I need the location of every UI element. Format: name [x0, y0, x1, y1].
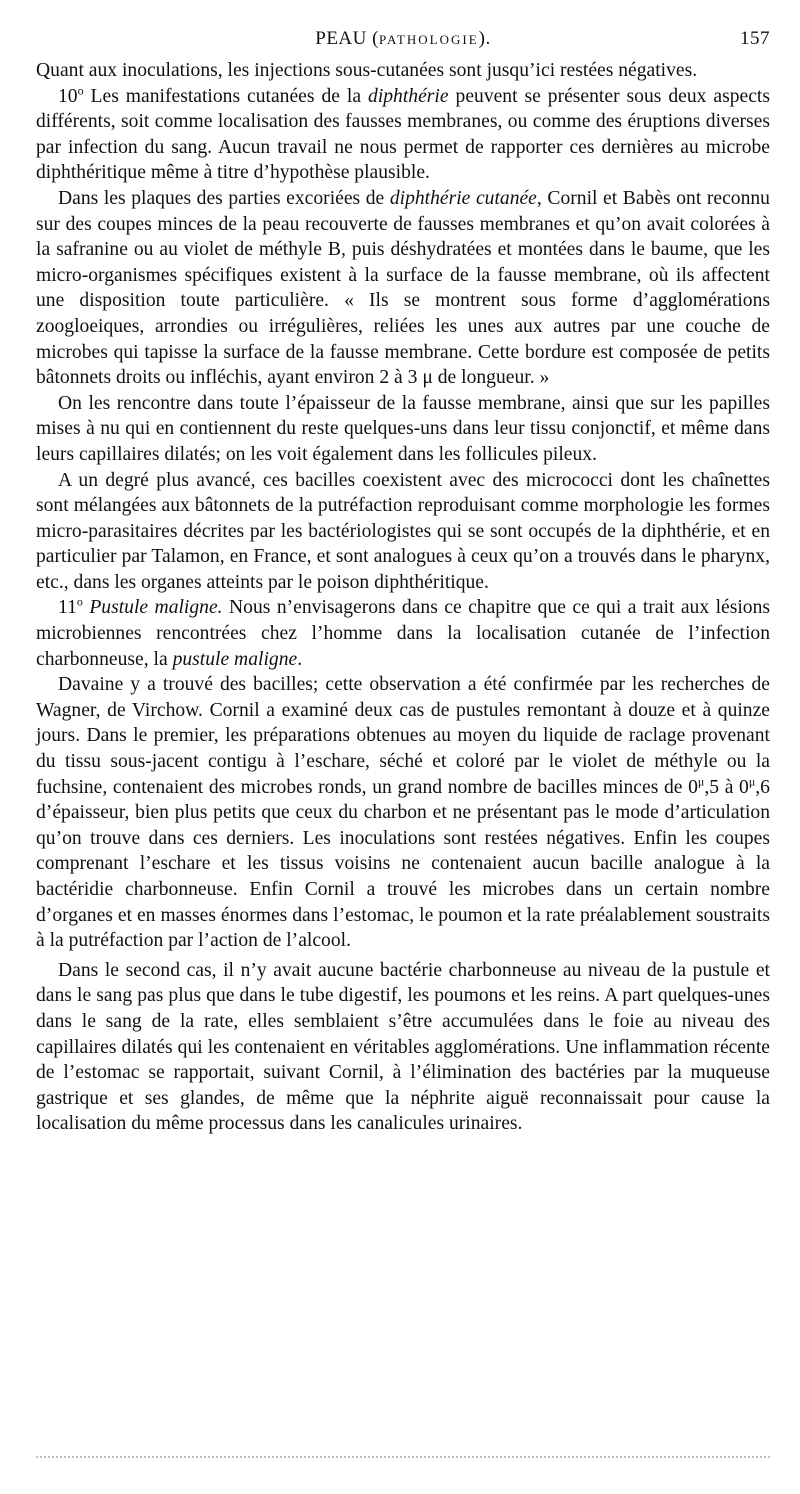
- page-bottom-noise: [36, 1456, 770, 1462]
- paragraph-8: Dans le second cas, il n’y avait aucune bactérie charbonneuse au niveau de la pustule et dans le sang pas plus que dans le tube digestif, les poumons et les reins. A part quelques-unes dans le sang de la rate, elles semblaient s’être accumulées dans le foie au niveau des capillaires dilatés qui les contenaient en véritables agglomérations. Une inflammation récente de l’estomac se rapportait, suivant Cornil, à l’élimination des bactéries par la muqueuse gastrique et ses glandes, de même que la néphrite aiguë reconnaissait pour cause la localisation du même processus dans les canalicules urinaires.: [36, 959, 770, 1135]
- section-number-10: 10: [58, 85, 78, 107]
- body-text: [36, 58, 770, 1137]
- p2-text-a: Les manifestations cutanées de la: [83, 85, 369, 107]
- micron-sup: μ: [697, 774, 705, 789]
- p6-emphasis: pustule maligne: [172, 648, 298, 670]
- paragraph-1: Quant aux inoculations, les injections sous-cutanées sont jusqu’ici restées négatives.: [36, 60, 698, 81]
- running-title: [36, 28, 770, 50]
- title-open: (: [366, 28, 379, 49]
- title-close: ).: [478, 28, 491, 49]
- paragraph-2: [36, 84, 770, 186]
- p7-text-a: Davaine y a trouvé des bacilles; cette observation a été confirmée par les recherches de Wagner, de Virchow. Cornil a examiné deux cas de pustules remontant à douze et à quinze jours. Dans le premier, les préparations obtenues au moyen du liquide de raclage provenant du tissu sous-jacent contigu à l’eschare, séché et coloré par le violet de méthyle ou la fuchsine, contenaient des microbes ronds, un grand nombre de bacilles minces de 0: [36, 674, 770, 798]
- p6-text-a: Nous n’envisagerons dans ce chapitre que ce qui a trait aux lésions microbiennes rencontrées chez l’homme dans la localisation cutanée de l’infection charbonneuse, la: [36, 597, 771, 670]
- p7-text-b: ,5 à 0: [704, 776, 749, 798]
- paragraph-7: [36, 672, 770, 954]
- page-number: 157: [740, 28, 770, 49]
- book-page: [36, 14, 770, 1137]
- title-subject: PATHOLOGIE: [378, 32, 479, 47]
- p3-emphasis: diphthérie cutanée: [389, 187, 537, 209]
- paragraph-5: A un degré plus avancé, ces bacilles coexistent avec des micrococci dont les chaînettes sont mélangées aux bâtonnets de la putréfaction reproduisant comme morphologie les formes micro-parasitaires décrites par les bactériologistes qui se sont occupés de la diphthérie, et en particulier par Talamon, en France, et sont analogues à ceux qu’on a trouvés dans le pharynx, etc., dans les organes atteints par le poison diphthéritique.: [36, 469, 770, 593]
- paragraph-4: On les rencontre dans toute l’épaisseur de la fausse membrane, ainsi que sur les papilles mises à nu qui en contiennent du reste quelques-uns dans leur tissu conjonctif, et même dans leurs capillaires dilatés; on les voit également dans les follicules pileux.: [36, 392, 770, 465]
- section-number-11: 11: [58, 597, 77, 619]
- paragraph-6: [36, 595, 770, 672]
- title-main: PEAU: [315, 28, 367, 49]
- micron-sup: μ: [748, 774, 756, 789]
- ordinal-sup: o: [76, 594, 83, 609]
- p2-text-b: peuvent se présenter sous deux aspects différents, soit comme localisation des fausses membranes, ou comme des éruptions diverses par infection du sang. Aucun travail ne nous permet de rapporter ces dernières au microbe diphthéritique même à titre d’hypothèse plausible.: [36, 85, 770, 184]
- p7-text-c: ,6 d’épaisseur, bien plus petits que ceux du charbon et ne présentant pas le mode d’articulation qu’on trouve dans ces derniers. Les inoculations sont restées négatives. Enfin les coupes comprenant l’eschare et les tissus voisins ne contenaient aucun bacille analogue à la bactéridie charbonneuse. Enfin Cornil a trouvé les microbes dans un certain nombre d’organes et en masses énormes dans l’estomac, le poumon et la rate préalablement soustraits à la putréfaction par l’action de l’alcool.: [36, 776, 770, 952]
- paragraph-3: [36, 186, 770, 391]
- p2-emphasis: diphthérie: [368, 85, 449, 107]
- section-title-pustule: Pustule maligne.: [82, 597, 223, 619]
- p6-text-b: .: [297, 648, 303, 670]
- p3-text-b: , Cornil et Babès ont reconnu sur des coupes minces de la peau recouverte de fausses membranes et qu’on avait colorées à la safranine ou au violet de méthyle B, puis déshydratées et montées dans le baume, que les micro-organismes spécifiques existent à la surface de la fausse membrane, où ils affectent une disposition toute particulière. « Ils se montrent sous forme d’agglomérations zoogloeiques, arrondies ou irrégulières, reliées les unes aux autres par une couche de microbes qui tapisse la surface de la fausse membrane. Cette bordure est composée de petits bâtonnets droits ou infléchis, ayant environ 2 à 3 μ de longueur. »: [36, 187, 770, 389]
- p3-text-a: Dans les plaques des parties excoriées de: [58, 187, 390, 209]
- running-header: [36, 14, 770, 58]
- ordinal-sup: o: [77, 83, 84, 98]
